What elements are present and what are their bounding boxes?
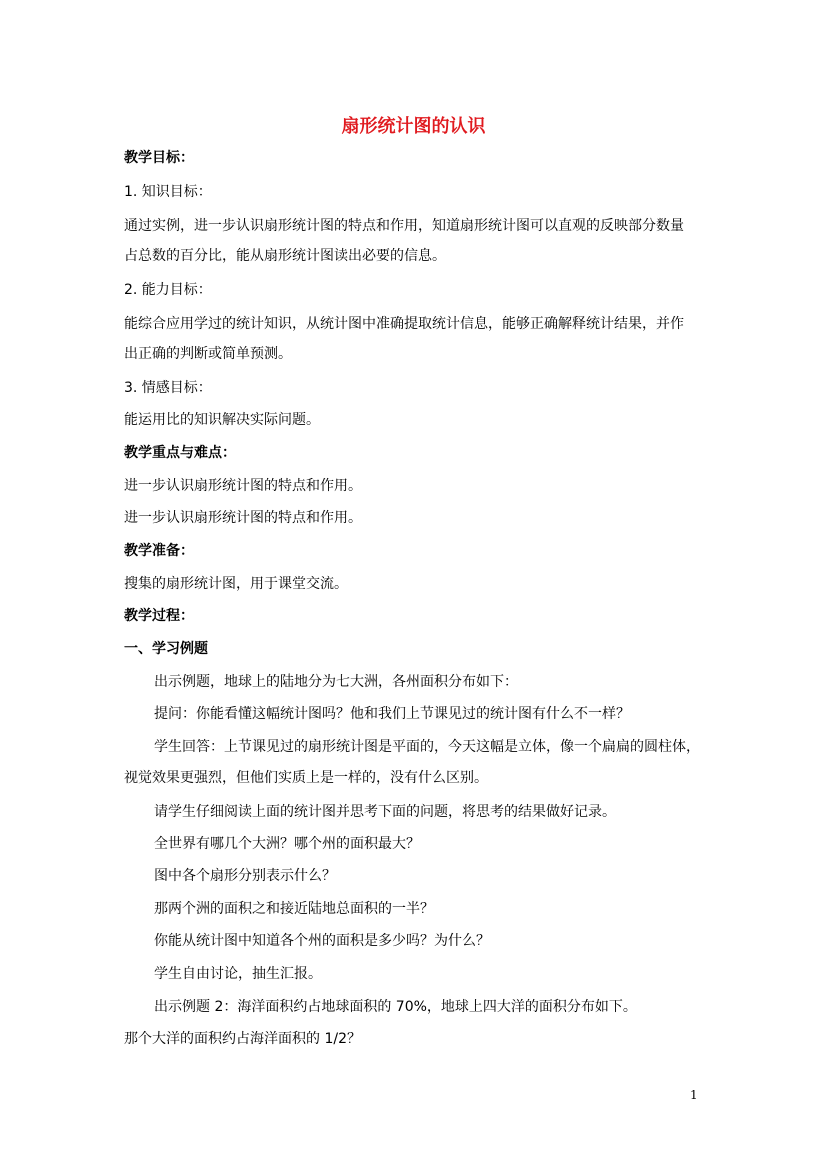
preparation-text: 搜集的扇形统计图，用于课堂交流。 [124,576,348,592]
paragraph-instruction: 请学生仔细阅读上面的统计图并思考下面的问题，将思考的结果做好记录。 [154,804,616,820]
keypoint-1: 进一步认识扇形统计图的特点和作用。 [124,478,362,494]
paragraph-question: 提问：你能看懂这幅统计图吗？他和我们上节课见过的统计图有什么不一样？ [154,706,630,722]
part1-heading: 一、学习例题 [124,641,208,657]
process-heading: 教学过程： [124,608,194,624]
paragraph-ocean-question: 那个大洋的面积约占海洋面积的 1/2？ [124,1031,361,1047]
objectives-heading: 教学目标： [124,150,194,166]
keypoint-2: 进一步认识扇形统计图的特点和作用。 [124,510,362,526]
emotion-objective-heading: 3. 情感目标： [124,380,212,396]
paragraph-answer-line-1: 学生回答：上节课见过的扇形统计图是平面的，今天这幅是立体，像一个扁扁的圆柱体， [154,739,700,755]
emotion-objective-text: 能运用比的知识解决实际问题。 [124,412,320,428]
question-3: 那两个洲的面积之和接近陆地总面积的一半？ [154,901,434,917]
question-4: 你能从统计图中知道各个州的面积是多少吗？为什么？ [154,933,490,949]
question-1: 全世界有哪几个大洲？哪个州的面积最大？ [154,836,420,852]
ability-objective-heading: 2. 能力目标： [124,282,212,298]
question-2: 图中各个扇形分别表示什么？ [154,868,336,884]
keypoints-heading: 教学重点与难点： [124,445,236,461]
knowledge-objective-heading: 1. 知识目标： [124,184,212,200]
ability-objective-text-line-1: 能综合应用学过的统计知识，从统计图中准确提取统计信息，能够正确解释统计结果，并作 [124,316,684,332]
ability-objective-text-line-2: 出正确的判断或简单预测。 [124,346,292,362]
preparation-heading: 教学准备： [124,543,194,559]
knowledge-objective-text-line-2: 占总数的百分比，能从扇形统计图读出必要的信息。 [124,248,446,264]
page-title: 扇形统计图的认识 [341,116,486,137]
paragraph-example-1: 出示例题，地球上的陆地分为七大洲，各州面积分布如下： [154,674,518,690]
page-number: 1 [690,1088,698,1102]
paragraph-answer-line-2: 视觉效果更强烈，但他们实质上是一样的，没有什么区别。 [124,770,488,786]
paragraph-example-2: 出示例题 2：海洋面积约占地球面积的 70%，地球上四大洋的面积分布如下。 [154,999,637,1015]
paragraph-discussion: 学生自由讨论，抽生汇报。 [154,966,322,982]
knowledge-objective-text-line-1: 通过实例，进一步认识扇形统计图的特点和作用，知道扇形统计图可以直观的反映部分数量 [124,218,684,234]
